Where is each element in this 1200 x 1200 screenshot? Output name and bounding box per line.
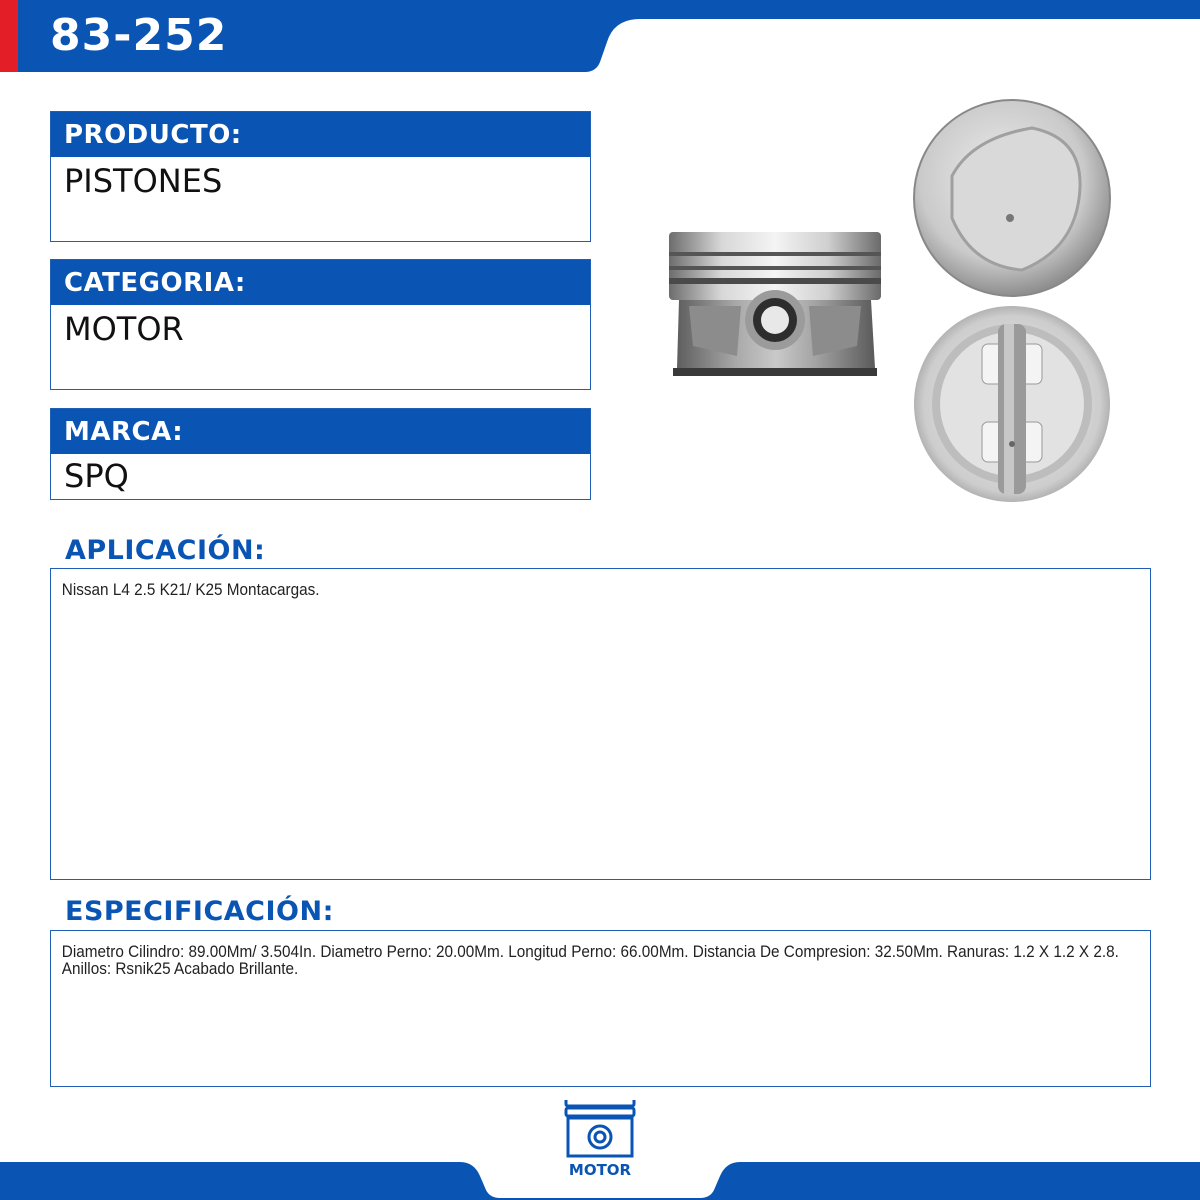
piston-bottom-view bbox=[912, 304, 1112, 504]
aplicacion-title: APLICACIÓN: bbox=[65, 535, 266, 566]
piston-icon bbox=[566, 1100, 634, 1156]
categoria-box bbox=[50, 259, 591, 390]
producto-box bbox=[50, 111, 591, 242]
footer-bar bbox=[0, 1100, 1200, 1200]
marca-label: MARCA: bbox=[51, 409, 590, 454]
marca-box bbox=[50, 408, 591, 500]
categoria-value: MOTOR bbox=[64, 310, 184, 348]
producto-label: PRODUCTO: bbox=[51, 112, 590, 157]
especificacion-box bbox=[50, 930, 1151, 1087]
aplicacion-text: Nissan L4 2.5 K21/ K25 Montacargas. bbox=[61, 580, 320, 599]
categoria-label: CATEGORIA: bbox=[51, 260, 590, 305]
aplicacion-box bbox=[50, 568, 1151, 880]
piston-top-view bbox=[912, 98, 1112, 298]
piston-side-view bbox=[665, 228, 885, 380]
marca-value: SPQ bbox=[64, 457, 129, 495]
footer-category-label: MOTOR bbox=[568, 1161, 632, 1179]
part-number: 83-252 bbox=[50, 10, 228, 61]
especificacion-text: Diametro Cilindro: 89.00Mm/ 3.504In. Diametro Perno: 20.00Mm. Longitud Perno: 66.00Mm. Distancia De Compresion: 32.50Mm. Ranuras: 1.2 X 1.2 X 2.8. Anillos: Rsnik25 Acabado Brillante. bbox=[61, 942, 1119, 978]
producto-value: PISTONES bbox=[64, 162, 223, 200]
especificacion-title: ESPECIFICACIÓN: bbox=[65, 896, 334, 927]
